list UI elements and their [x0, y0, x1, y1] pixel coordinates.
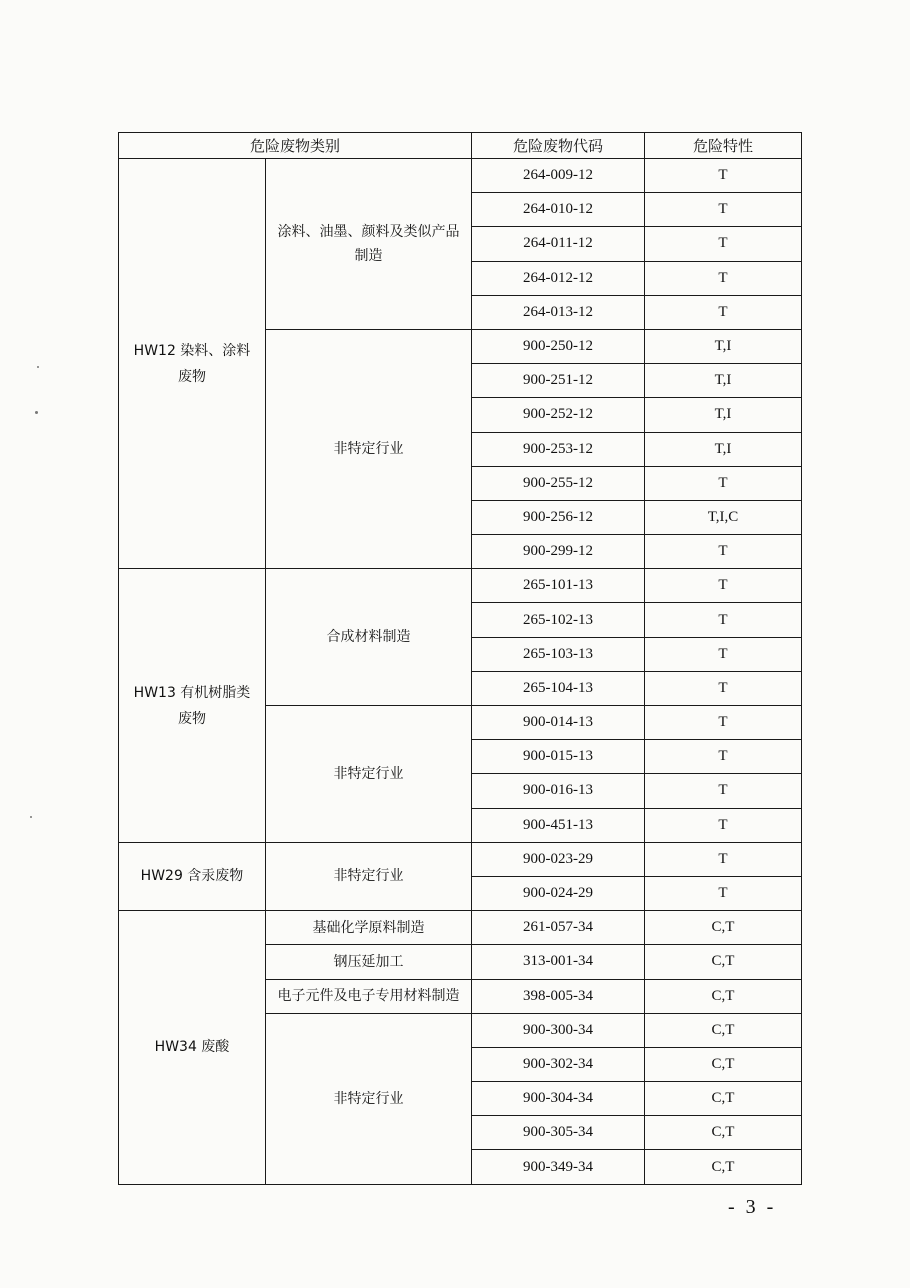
hazard-property-cell: T [645, 603, 802, 637]
hazard-property-cell: T [645, 876, 802, 910]
waste-code-cell: 900-304-34 [472, 1082, 645, 1116]
scan-speck [35, 411, 38, 414]
waste-code-cell: 313-001-34 [472, 945, 645, 979]
table-row [119, 842, 802, 876]
industry-cell: 电子元件及电子专用材料制造 [266, 979, 472, 1013]
waste-code-cell: 264-013-12 [472, 295, 645, 329]
hazardous-waste-table [118, 132, 802, 1185]
hazard-property-cell: C,T [645, 979, 802, 1013]
industry-cell: 钢压延加工 [266, 945, 472, 979]
waste-code-cell: 264-010-12 [472, 193, 645, 227]
hazard-property-cell: T [645, 671, 802, 705]
hazard-property-cell: T,I,C [645, 500, 802, 534]
hazard-property-cell: C,T [645, 945, 802, 979]
industry-cell: 涂料、油墨、颜料及类似产品制造 [266, 159, 472, 330]
waste-code-cell: 900-015-13 [472, 740, 645, 774]
header-code: 危险废物代码 [472, 133, 645, 159]
hazard-property-cell: C,T [645, 1047, 802, 1081]
waste-code-cell: 261-057-34 [472, 911, 645, 945]
waste-code-cell: 398-005-34 [472, 979, 645, 1013]
hazard-property-cell: T [645, 159, 802, 193]
industry-cell: 基础化学原料制造 [266, 911, 472, 945]
waste-category-cell: HW29 含汞废物 [119, 842, 266, 910]
waste-code-cell: 900-023-29 [472, 842, 645, 876]
hazard-property-cell: T [645, 706, 802, 740]
table-header-row [119, 133, 802, 159]
table-body [119, 159, 802, 1185]
hazard-property-cell: T [645, 193, 802, 227]
industry-cell: 非特定行业 [266, 842, 472, 910]
hazard-property-cell: T [645, 569, 802, 603]
waste-code-cell: 265-104-13 [472, 671, 645, 705]
waste-code-cell: 900-014-13 [472, 706, 645, 740]
hazard-property-cell: T,I [645, 329, 802, 363]
waste-code-cell: 264-009-12 [472, 159, 645, 193]
table-row [119, 569, 802, 603]
table-row [119, 911, 802, 945]
waste-code-cell: 900-250-12 [472, 329, 645, 363]
hazard-property-cell: T [645, 227, 802, 261]
waste-code-cell: 265-102-13 [472, 603, 645, 637]
waste-code-cell: 900-256-12 [472, 500, 645, 534]
hazard-property-cell: T [645, 740, 802, 774]
hazard-property-cell: C,T [645, 1150, 802, 1184]
industry-cell: 非特定行业 [266, 1013, 472, 1184]
waste-code-cell: 900-251-12 [472, 364, 645, 398]
scan-speck [30, 816, 32, 818]
waste-code-cell: 900-349-34 [472, 1150, 645, 1184]
hazard-property-cell: T [645, 774, 802, 808]
waste-code-cell: 900-451-13 [472, 808, 645, 842]
hazard-property-cell: C,T [645, 1013, 802, 1047]
waste-code-cell: 900-016-13 [472, 774, 645, 808]
waste-category-cell: HW13 有机树脂类废物 [119, 569, 266, 843]
waste-code-cell: 900-255-12 [472, 466, 645, 500]
waste-code-cell: 900-299-12 [472, 535, 645, 569]
header-category: 危险废物类别 [119, 133, 472, 159]
hazard-property-cell: C,T [645, 1116, 802, 1150]
hazard-property-cell: T [645, 295, 802, 329]
hazard-property-cell: T [645, 637, 802, 671]
hazard-property-cell: T [645, 808, 802, 842]
hazard-property-cell: T [645, 261, 802, 295]
hazard-property-cell: C,T [645, 1082, 802, 1116]
industry-cell: 合成材料制造 [266, 569, 472, 706]
waste-category-cell: HW12 染料、涂料废物 [119, 159, 266, 569]
hazard-property-cell: C,T [645, 911, 802, 945]
waste-code-cell: 900-305-34 [472, 1116, 645, 1150]
hazard-property-cell: T,I [645, 398, 802, 432]
waste-code-cell: 900-300-34 [472, 1013, 645, 1047]
waste-code-cell: 900-302-34 [472, 1047, 645, 1081]
page-number: - 3 - [728, 1196, 777, 1218]
hazard-property-cell: T [645, 535, 802, 569]
hazard-property-cell: T [645, 466, 802, 500]
waste-code-cell: 265-103-13 [472, 637, 645, 671]
waste-code-cell: 900-024-29 [472, 876, 645, 910]
table-row [119, 159, 802, 193]
waste-code-cell: 900-253-12 [472, 432, 645, 466]
waste-code-cell: 265-101-13 [472, 569, 645, 603]
waste-code-cell: 264-012-12 [472, 261, 645, 295]
waste-code-cell: 264-011-12 [472, 227, 645, 261]
industry-cell: 非特定行业 [266, 706, 472, 843]
hazard-property-cell: T,I [645, 364, 802, 398]
scan-speck [37, 366, 39, 368]
waste-category-cell: HW34 废酸 [119, 911, 266, 1185]
header-property: 危险特性 [645, 133, 802, 159]
waste-code-cell: 900-252-12 [472, 398, 645, 432]
industry-cell: 非特定行业 [266, 329, 472, 568]
hazard-property-cell: T [645, 842, 802, 876]
hazard-property-cell: T,I [645, 432, 802, 466]
